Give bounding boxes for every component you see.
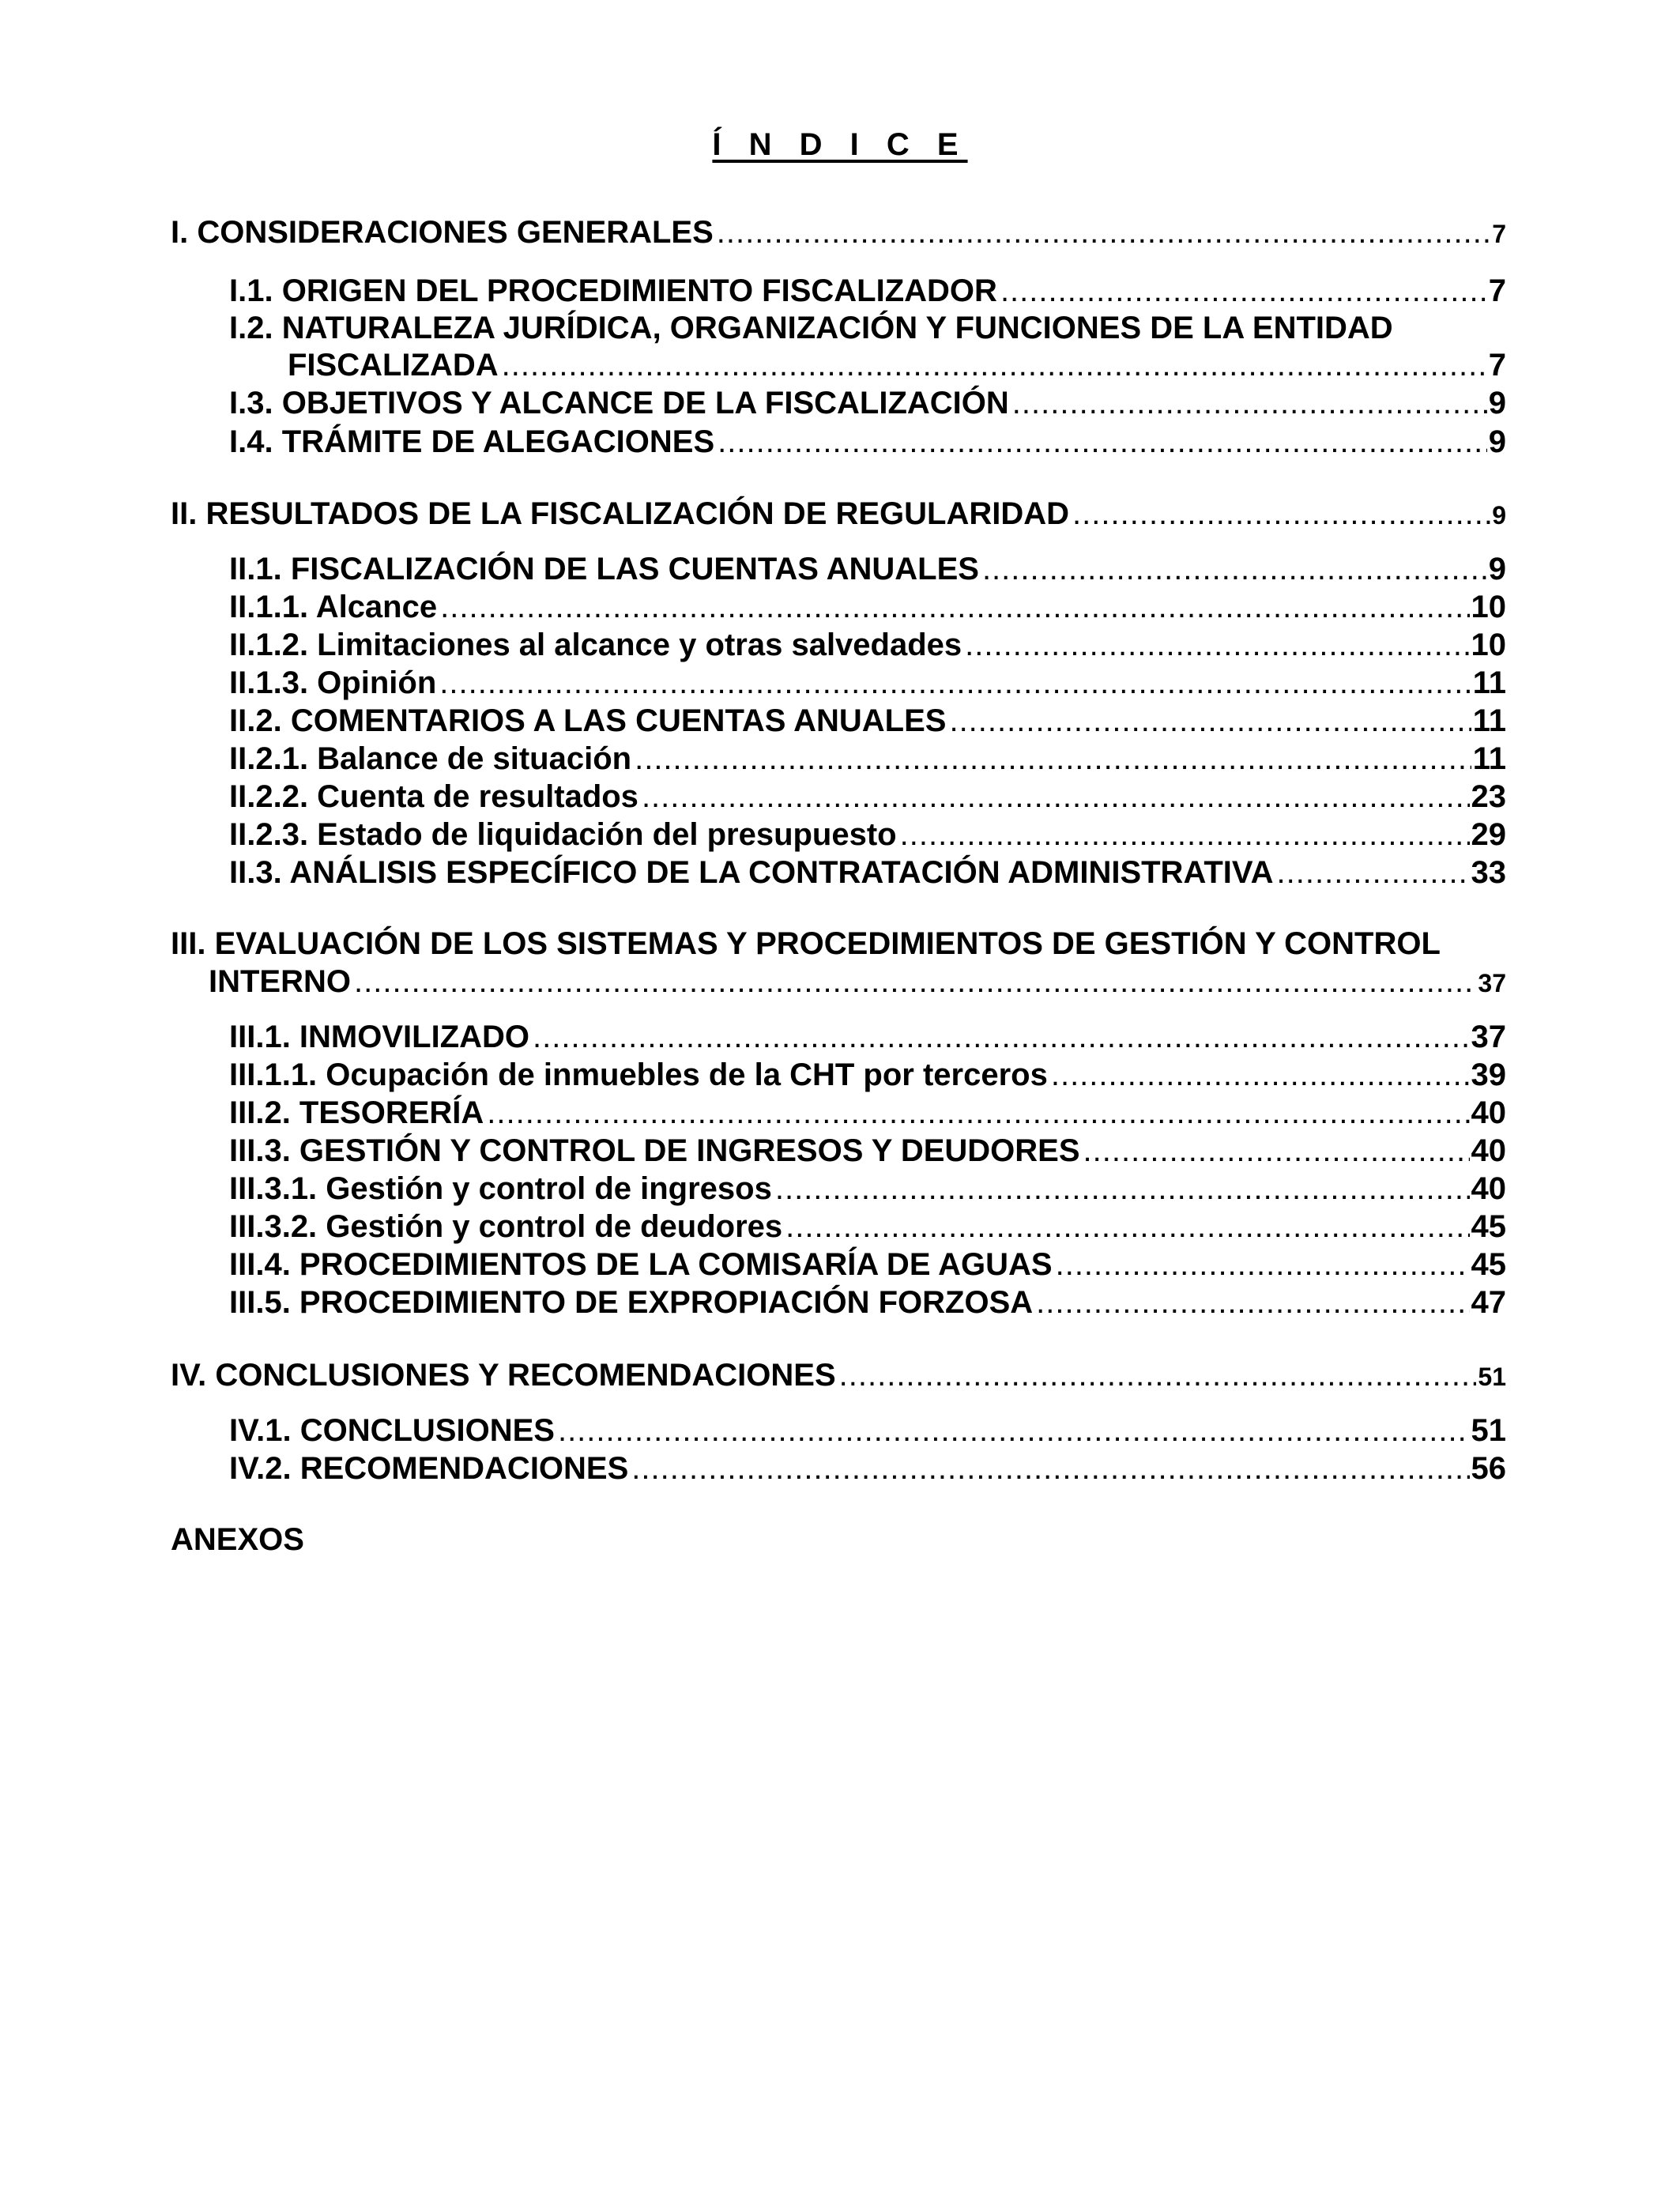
toc-entry-page: 7 bbox=[1488, 348, 1506, 383]
toc-entry-label: I.3. OBJETIVOS Y ALCANCE DE LA FISCALIZACIÓN bbox=[229, 386, 1009, 420]
toc-entry-page: 47 bbox=[1471, 1285, 1506, 1320]
dot-leader bbox=[775, 1170, 1470, 1208]
toc-entry-section-2-1[interactable] bbox=[229, 550, 1506, 588]
dot-leader bbox=[949, 702, 1471, 740]
toc-entry-page: 7 bbox=[1492, 220, 1506, 248]
toc-entry-label: II. RESULTADOS DE LA FISCALIZACIÓN DE REGULARIDAD bbox=[171, 496, 1070, 531]
dot-leader bbox=[1056, 1246, 1470, 1284]
toc-entry-page: 40 bbox=[1471, 1095, 1506, 1130]
toc-entry-section-2-1-1[interactable] bbox=[229, 588, 1506, 626]
dot-leader bbox=[900, 816, 1470, 854]
toc-entry-page: 39 bbox=[1471, 1057, 1506, 1092]
toc-entry-section-3-3[interactable] bbox=[229, 1132, 1506, 1170]
toc-entry-section-1[interactable] bbox=[171, 213, 1506, 253]
toc-entry-label: II.2. COMENTARIOS A LAS CUENTAS ANUALES bbox=[229, 703, 947, 738]
toc-entry-section-1-3[interactable] bbox=[229, 384, 1506, 422]
toc-entry-page: 23 bbox=[1471, 779, 1506, 814]
dot-leader bbox=[718, 423, 1487, 461]
toc-entry-section-3-3-2[interactable] bbox=[229, 1208, 1506, 1246]
toc-entry-label: I. CONSIDERACIONES GENERALES bbox=[171, 215, 714, 250]
toc-entry-anexos[interactable]: ANEXOS bbox=[171, 1522, 304, 1557]
dot-leader bbox=[487, 1094, 1469, 1132]
dot-leader bbox=[642, 778, 1470, 816]
toc-entry-page: 51 bbox=[1478, 1363, 1506, 1391]
dot-leader bbox=[1000, 272, 1487, 310]
toc-entry-label: II.2.2. Cuenta de resultados bbox=[229, 779, 638, 814]
toc-entry-section-1-4[interactable] bbox=[229, 423, 1506, 461]
toc-entry-label: I.1. ORIGEN DEL PROCEDIMIENTO FISCALIZADOR bbox=[229, 273, 997, 308]
toc-entry-section-1-2[interactable] bbox=[288, 346, 1506, 384]
toc-entry-label: III.3. GESTIÓN Y CONTROL DE INGRESOS Y DEUDORES bbox=[229, 1133, 1080, 1168]
dot-leader bbox=[1083, 1132, 1470, 1170]
dot-leader bbox=[1036, 1284, 1469, 1321]
toc-entry-page: 11 bbox=[1472, 665, 1506, 700]
dot-leader bbox=[631, 1449, 1469, 1487]
toc-entry-label: III.5. PROCEDIMIENTO DE EXPROPIACIÓN FORZOSA bbox=[229, 1285, 1034, 1320]
toc-entry-page: 56 bbox=[1471, 1451, 1506, 1486]
page-title: Í N D I C E bbox=[712, 127, 968, 162]
dot-leader bbox=[982, 550, 1487, 588]
toc-entry-section-3-line1[interactable]: III. EVALUACIÓN DE LOS SISTEMAS Y PROCEDIMIENTOS DE GESTIÓN Y CONTROL bbox=[171, 926, 1441, 961]
toc-entry-page: 7 bbox=[1488, 273, 1506, 308]
dot-leader bbox=[785, 1208, 1469, 1246]
toc-entry-page: 11 bbox=[1472, 741, 1506, 776]
toc-entry-label: IV.1. CONCLUSIONES bbox=[229, 1413, 555, 1448]
dot-leader bbox=[354, 963, 1476, 1001]
dot-leader bbox=[502, 346, 1487, 384]
toc-entry-page: 11 bbox=[1472, 703, 1506, 738]
toc-entry-section-2-1-2[interactable] bbox=[229, 626, 1506, 664]
toc-entry-label: II.1.1. Alcance bbox=[229, 590, 438, 624]
toc-entry-section-3-3-1[interactable] bbox=[229, 1170, 1506, 1208]
toc-entry-section-4[interactable] bbox=[171, 1356, 1506, 1396]
toc-entry-page: 9 bbox=[1488, 424, 1506, 459]
toc-entry-page: 40 bbox=[1471, 1133, 1506, 1168]
dot-leader bbox=[1277, 854, 1470, 892]
toc-entry-label: II.1.3. Opinión bbox=[229, 665, 437, 700]
dot-leader bbox=[1072, 495, 1490, 533]
toc-entry-section-1-2-line1[interactable]: I.2. NATURALEZA JURÍDICA, ORGANIZACIÓN Y FUNCIONES DE LA ENTIDAD bbox=[229, 311, 1393, 345]
dot-leader bbox=[839, 1356, 1477, 1394]
toc-entry-label: III.1.1. Ocupación de inmuebles de la CHT por terceros bbox=[229, 1057, 1048, 1092]
toc-entry-section-1-1[interactable] bbox=[229, 272, 1506, 310]
toc-entry-label: III.3.2. Gestión y control de deudores bbox=[229, 1209, 783, 1244]
toc-entry-label: III.2. TESORERÍA bbox=[229, 1095, 484, 1130]
toc-entry-page: 51 bbox=[1471, 1413, 1506, 1448]
toc-entry-page: 10 bbox=[1471, 628, 1506, 662]
toc-entry-section-4-2[interactable] bbox=[229, 1449, 1506, 1487]
toc-entry-section-3-4[interactable] bbox=[229, 1246, 1506, 1284]
toc-entry-label: III.1. INMOVILIZADO bbox=[229, 1020, 530, 1054]
toc-entry-page: 45 bbox=[1471, 1247, 1506, 1282]
dot-leader bbox=[440, 588, 1469, 626]
toc-entry-page: 10 bbox=[1471, 590, 1506, 624]
toc-entry-page: 29 bbox=[1471, 817, 1506, 852]
dot-leader bbox=[1051, 1056, 1470, 1094]
toc-entry-section-3-1-1[interactable] bbox=[229, 1056, 1506, 1094]
toc-entry-page: 9 bbox=[1488, 386, 1506, 420]
toc-entry-label: FISCALIZADA bbox=[288, 348, 499, 383]
toc-entry-section-2-3[interactable] bbox=[229, 854, 1506, 892]
dot-leader bbox=[533, 1018, 1469, 1056]
toc-entry-page: 9 bbox=[1492, 501, 1506, 530]
toc-entry-page: 9 bbox=[1488, 552, 1506, 586]
toc-entry-label: II.2.1. Balance de situación bbox=[229, 741, 632, 776]
dot-leader bbox=[439, 664, 1471, 702]
toc-entry-section-2-1-3[interactable] bbox=[229, 664, 1506, 702]
toc-entry-label: II.3. ANÁLISIS ESPECÍFICO DE LA CONTRATACIÓN ADMINISTRATIVA bbox=[229, 855, 1274, 890]
dot-leader bbox=[1012, 384, 1487, 422]
toc-entry-section-3-5[interactable] bbox=[229, 1284, 1506, 1321]
toc-entry-section-2-2-1[interactable] bbox=[229, 740, 1506, 778]
toc-entry-section-2-2-3[interactable] bbox=[229, 816, 1506, 854]
toc-entry-section-3-2[interactable] bbox=[229, 1094, 1506, 1132]
toc-entry-section-2-2-2[interactable] bbox=[229, 778, 1506, 816]
toc-entry-section-2[interactable] bbox=[171, 495, 1506, 534]
toc-entry-label: II.2.3. Estado de liquidación del presupuesto bbox=[229, 817, 897, 852]
dot-leader bbox=[717, 213, 1490, 251]
toc-entry-section-4-1[interactable] bbox=[229, 1412, 1506, 1449]
dot-leader bbox=[635, 740, 1471, 778]
toc-entry-label: IV.2. RECOMENDACIONES bbox=[229, 1451, 629, 1486]
toc-entry-section-3[interactable] bbox=[209, 963, 1506, 1002]
toc-entry-label: II.1. FISCALIZACIÓN DE LAS CUENTAS ANUALES bbox=[229, 552, 979, 586]
toc-entry-label: IV. CONCLUSIONES Y RECOMENDACIONES bbox=[171, 1358, 836, 1393]
toc-entry-label: II.1.2. Limitaciones al alcance y otras salvedades bbox=[229, 628, 962, 662]
toc-entry-page: 37 bbox=[1471, 1020, 1506, 1054]
dot-leader bbox=[558, 1412, 1470, 1449]
toc-entry-page: 45 bbox=[1471, 1209, 1506, 1244]
toc-entry-label: I.4. TRÁMITE DE ALEGACIONES bbox=[229, 424, 715, 459]
toc-entry-section-3-1[interactable] bbox=[229, 1018, 1506, 1056]
toc-entry-page: 33 bbox=[1471, 855, 1506, 890]
toc-entry-page: 37 bbox=[1478, 969, 1506, 997]
dot-leader bbox=[965, 626, 1469, 664]
toc-entry-section-2-2[interactable] bbox=[229, 702, 1506, 740]
toc-entry-label: INTERNO bbox=[209, 964, 351, 999]
toc-entry-page: 40 bbox=[1471, 1171, 1506, 1206]
toc-entry-label: III.4. PROCEDIMIENTOS DE LA COMISARÍA DE AGUAS bbox=[229, 1247, 1053, 1282]
toc-entry-label: III.3.1. Gestión y control de ingresos bbox=[229, 1171, 772, 1206]
